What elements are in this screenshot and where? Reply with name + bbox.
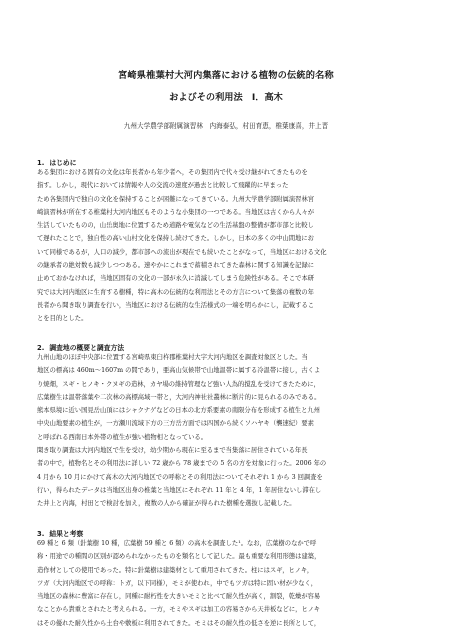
text-line: 中央山地要素の植生が，一方瀬川流域下方の三方岳方面では四国から続くソハヤキ（襲速紀）要素	[37, 420, 314, 428]
text-line: 究では大河内地区に生育する樹種，特に高木の伝統的な利用法とその方言について集落の複数の年	[37, 288, 314, 296]
text-line: はその優れた耐久性から土台や敷板に利用されてきた。モミはその耐久性の低さを逆に長所として，	[37, 619, 321, 627]
text-line: 69 種と 6 類（針葉樹 10 種，広葉樹 59 種と 6 類）の高木を調査した¹。なお，広葉樹のなかで呼	[37, 540, 317, 547]
section-body-results	[37, 537, 419, 630]
text-line: 地区の標高は 460m〜1607m の間であり，亜高山気候帯で山地温帯に属する冷温帯に接し，古くよ	[37, 367, 321, 375]
text-line: 熊本県境に近い国見岳山頂にはシャクナゲなどの日本の北方系要素の南限分布を形成する植生と九州	[37, 407, 320, 415]
text-line: とを目的とした。	[37, 315, 88, 323]
section-body-introduction	[37, 166, 419, 326]
text-line: 聞き取り調査は大河内地区で生を受け，幼少期から現在に至るまで当集落に居住されている年長	[37, 447, 308, 455]
section-number: 2.	[37, 344, 45, 352]
author-line: 九州大学農学部附属演習林 内海泰弘，村田育恵，椎葉康喜，井上晋	[123, 122, 329, 130]
text-line: て遅れたことで，独自性の高い山村文化を保持し続けてきた。しかし，日本の多くの中山間地にお	[37, 235, 314, 243]
text-line: 崎演習林が所在する椎葉村大河内地区もそのような小集団の一つである。当地区は古くから人々が	[37, 208, 315, 216]
text-line: いて同様であるが，人口の減少，都市部への流出が現在でも続いたことがなって，当地区における文化	[37, 248, 327, 256]
section-title: 結果と考察	[49, 530, 84, 538]
text-line: 行い，得られたデータは当地区出身の椎葉と当地区にそれぞれ 11 年と 4 年，1 年居住ないし滞在し	[37, 486, 322, 494]
text-line: の継承者の絶対数も減少しつつある。速やかにこれまで蓄積されてきた森林に関する知識を記録に	[37, 262, 315, 270]
text-line: 九州山地のほぼ中央部に位置する宮崎県東臼杵郡椎葉村大字大河内地区を調査対象区とした。当	[37, 354, 308, 361]
text-line: た井上と内海，村田とで検討を加え，複数の人から確証が得られた樹種を選抜し記載した。	[37, 500, 296, 508]
text-line: 生活していたものの，山岳奥地に位置するため道路や電気などの生活基盤の整備が都市部と比較し	[37, 222, 314, 230]
section-body-study-site	[37, 351, 419, 511]
text-line: と呼ばれる西南日本外帯の植生が強い植物相となっている。	[37, 433, 208, 441]
text-line: なことから貴重とされたと考えられる。一方，モミやスギは加工の容易さから天井板などに，ヒノキ	[37, 606, 321, 614]
paper-subtitle: およびその利用法 I．高木	[169, 92, 283, 103]
text-line: 広葉樹生は温帯落葉や二次林の高標高域一帯と，大河内神社社叢林に断片的に見られるのみである。	[37, 393, 321, 401]
text-line: 者の中で，植物名とその利用法に詳しい 72 歳から 78 歳までの 5 名の方を対象に行った。2006 年の	[37, 460, 327, 468]
text-line: ある集団における固有の文化は年長者から年少者へ，その集団内で代々受け継がれてきたものを	[37, 169, 308, 176]
text-line: 造作材としての使用であった。特に針葉樹は建築材として重用されてきた。柱にはスギ，ヒノキ，	[37, 566, 314, 574]
section-title: 調査地の概要と調査方法	[49, 344, 125, 352]
text-line: 当地区の森林に豊富に存在し，同種に耐朽性を大きいモミと比べて耐久性が高く，割裂，乾燥が容易	[37, 593, 321, 601]
section-title: はじめに	[49, 159, 77, 167]
paper-title: 宮崎県椎葉村大河内集落における植物の伝統的名称	[118, 70, 334, 81]
text-line: 4 月から 10 月にかけて高木の大河内地区での呼称とその利用法についてそれぞれ 1 から 3 回調査を	[37, 473, 323, 481]
text-line: ため各集団内で独自の文化を保持することが困難になってきている。九州大学農学部附属演習林宮	[37, 195, 315, 203]
section-number: 3.	[37, 530, 45, 538]
text-line: 指す。しかし，現代においては情報や人の交流の速度が過去と比較して飛躍的に早まった	[37, 182, 289, 190]
text-line: り焼畑，スギ・ヒノキ・クヌギの造林，カヤ場の維持管理など強い人為的撹乱を受けてきたために，	[37, 380, 320, 388]
text-line: 長者から聞き取り調査を行い，当地区における伝統的な生活様式の一端を明らかにし，記載するこ	[37, 301, 315, 309]
text-line: 止めておかなければ，当地区固有の文化の一部が永久に消滅してしまう危険性がある。そこで本研	[37, 275, 315, 283]
text-line: ツガ（大河内地区での呼称：トガ，以下同様），モミが使われ，中でもツガは特に固い材が少なく，	[37, 579, 318, 587]
section-number: 1.	[37, 159, 45, 167]
text-line: 称・用途での種間の区別が認められなかったものを類名として記した。最も重要な利用形態は建築，	[37, 553, 321, 561]
